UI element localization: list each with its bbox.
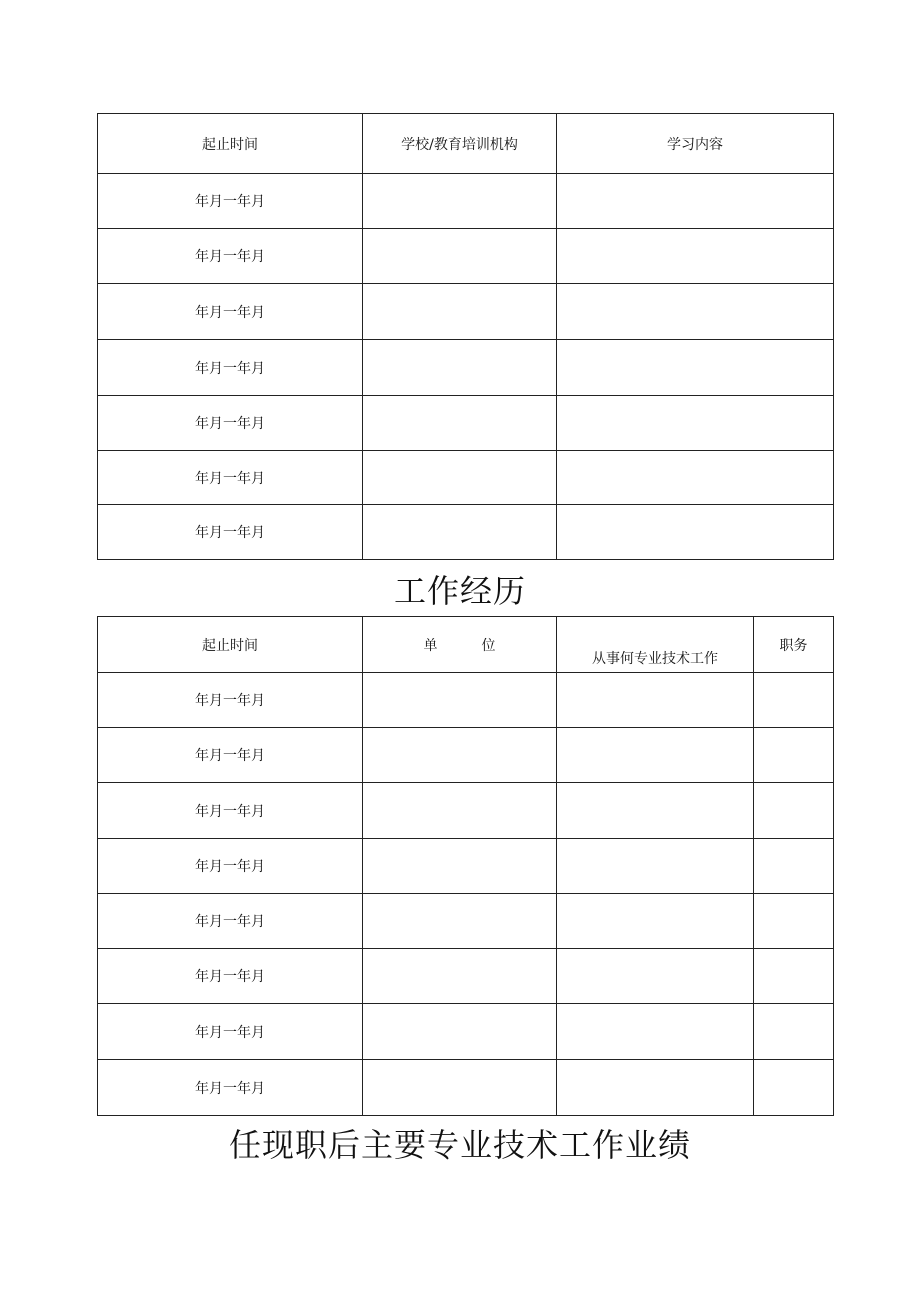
school-cell[interactable] [363,451,557,505]
work-experience-table [97,616,834,1116]
period-cell: 年月一年月 [98,396,363,451]
table-row [98,505,834,560]
period-cell: 年月一年月 [98,673,363,728]
position-cell[interactable] [754,949,834,1004]
position-cell[interactable] [754,783,834,839]
work-header-unit-char-1: 单 [423,637,438,654]
content-cell[interactable] [557,340,834,396]
field-cell[interactable] [557,728,754,783]
unit-cell[interactable] [363,728,557,783]
field-cell[interactable] [557,1004,754,1060]
unit-cell[interactable] [363,783,557,839]
school-cell[interactable] [363,284,557,340]
period-cell: 年月一年月 [98,451,363,505]
school-cell[interactable] [363,340,557,396]
field-cell[interactable] [557,839,754,894]
education-header-period: 起止时间 [98,114,363,174]
work-header-period: 起止时间 [98,617,363,673]
table-row [98,1004,834,1060]
position-cell[interactable] [754,839,834,894]
unit-cell[interactable] [363,673,557,728]
school-cell[interactable] [363,174,557,229]
work-header-field: 从事何专业技术工作 [557,617,754,673]
work-header-position: 职务 [754,617,834,673]
period-cell: 年月一年月 [98,505,363,560]
unit-cell[interactable] [363,1004,557,1060]
content-cell[interactable] [557,505,834,560]
table-row [98,1060,834,1116]
position-cell[interactable] [754,673,834,728]
education-table [97,113,834,560]
field-cell[interactable] [557,673,754,728]
table-row [98,174,834,229]
content-cell[interactable] [557,174,834,229]
period-cell: 年月一年月 [98,783,363,839]
performance-title: 任现职后主要专业技术工作业绩 [228,1126,691,1164]
unit-cell[interactable] [363,949,557,1004]
field-cell[interactable] [557,783,754,839]
unit-cell[interactable] [363,894,557,949]
unit-cell[interactable] [363,839,557,894]
content-cell[interactable] [557,229,834,284]
table-row [98,728,834,783]
table-row [98,340,834,396]
table-row [98,284,834,340]
period-cell: 年月一年月 [98,839,363,894]
field-cell[interactable] [557,1060,754,1116]
table-row [98,229,834,284]
content-cell[interactable] [557,451,834,505]
position-cell[interactable] [754,894,834,949]
work-header-unit-char-2: 位 [481,637,496,654]
school-cell[interactable] [363,229,557,284]
table-row [98,451,834,505]
education-header-content: 学习内容 [557,114,834,174]
period-cell: 年月一年月 [98,340,363,396]
period-cell: 年月一年月 [98,949,363,1004]
period-cell: 年月一年月 [98,229,363,284]
table-row [98,894,834,949]
period-cell: 年月一年月 [98,1060,363,1116]
position-cell[interactable] [754,1060,834,1116]
content-cell[interactable] [557,284,834,340]
table-row [98,396,834,451]
content-cell[interactable] [557,396,834,451]
education-header-school: 学校/教育培训机构 [363,114,557,174]
field-cell[interactable] [557,949,754,1004]
work-header-unit [363,617,557,673]
table-row [98,949,834,1004]
period-cell: 年月一年月 [98,174,363,229]
field-cell[interactable] [557,894,754,949]
period-cell: 年月一年月 [98,894,363,949]
position-cell[interactable] [754,1004,834,1060]
period-cell: 年月一年月 [98,1004,363,1060]
work-header-row [98,617,834,673]
school-cell[interactable] [363,505,557,560]
period-cell: 年月一年月 [98,728,363,783]
table-row [98,783,834,839]
table-row [98,673,834,728]
education-header-row [98,114,834,174]
work-experience-title: 工作经历 [393,572,526,610]
school-cell[interactable] [363,396,557,451]
table-row [98,839,834,894]
position-cell[interactable] [754,728,834,783]
unit-cell[interactable] [363,1060,557,1116]
period-cell: 年月一年月 [98,284,363,340]
